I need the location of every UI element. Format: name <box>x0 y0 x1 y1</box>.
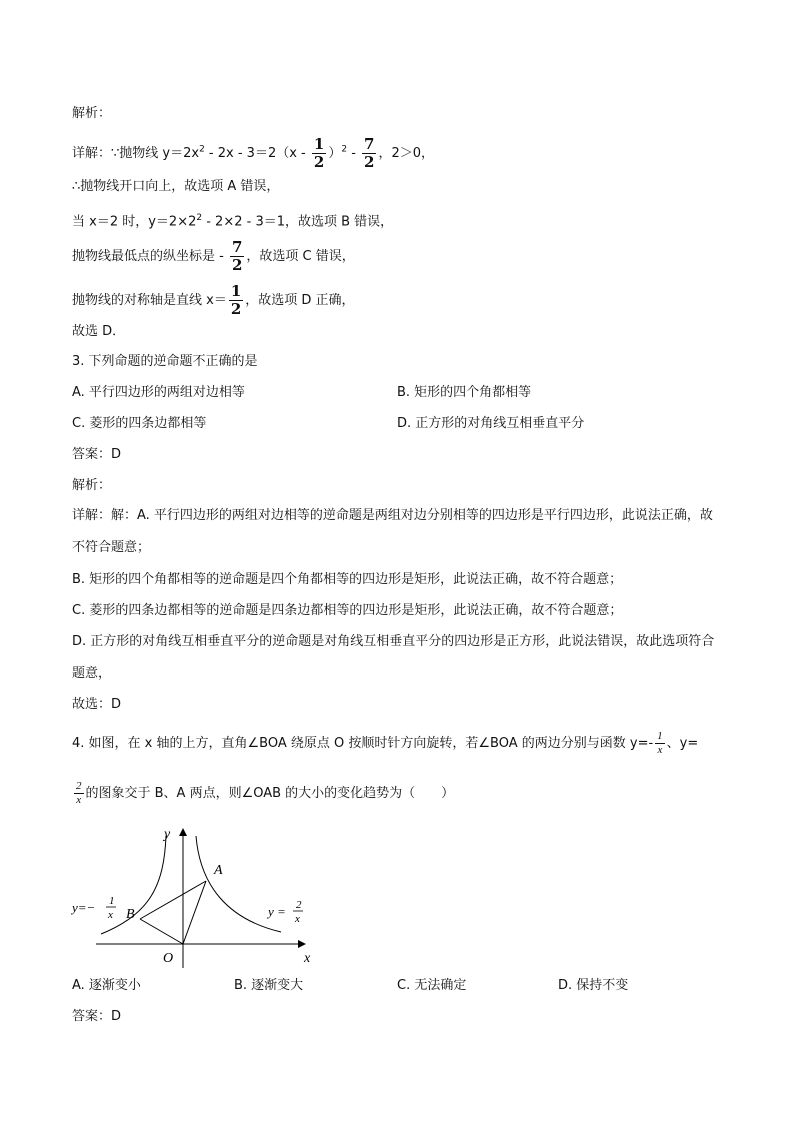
q3-option-d: D. 正方形的对角线互相垂直平分 <box>397 416 585 431</box>
q3-choice: 故选：D <box>72 697 122 712</box>
square-exponent: 2 <box>199 144 205 155</box>
q3-answer: 答案：D <box>72 447 122 462</box>
detail-mid3: - <box>347 146 361 161</box>
y-axis-label: y <box>164 827 171 842</box>
q3-option-b: B. 矩形的四个角都相等 <box>397 385 532 400</box>
q3-analysis-label: 解析： <box>72 478 112 493</box>
fraction-one-half: $\frac{1}{2}$ <box>313 135 325 171</box>
segment-oa <box>183 881 206 944</box>
fraction-one-half-d: $\frac{1}{2}$ <box>230 282 242 318</box>
q3-detail-3: C. 菱形的四条边都相等的逆命题是四条边都相等的四边形是矩形，此说法正确，故不符合题意； <box>72 603 623 618</box>
question-3-stem: 3. 下列命题的逆命题不正确的是 <box>72 354 258 369</box>
x-axis-arrow <box>298 940 306 948</box>
fraction-1-over-x: $\frac{1}{x}$ <box>657 730 663 756</box>
q4-option-a: A. 逐渐变小 <box>72 978 141 993</box>
q3-option-c: C. 菱形的四条边都相等 <box>72 416 207 431</box>
question-4-stem-line1: 4. 如图，在 x 轴的上方，直角∠BOA 绕原点 O 按顺时针方向旋转，若∠BOA 的两边分别与函数 y=- $\frac{1}{x}$ 、y= <box>72 730 699 756</box>
q4-option-b: B. 逐渐变大 <box>234 978 304 993</box>
square-exponent-2: 2 <box>341 144 348 155</box>
segment-ob <box>140 919 183 944</box>
q4-option-c: C. 无法确定 <box>397 978 467 993</box>
right-curve-label: y = <box>268 904 286 919</box>
left-curve-num: 1 <box>109 895 115 907</box>
q3-detail-4: D. 正方形的对角线互相垂直平分的逆命题是对角线互相垂直平分的四边形是正方形，此说法错误，故此选项符合题意， <box>72 634 715 681</box>
fraction-seven-halves-c: $\frac{7}{2}$ <box>231 238 243 274</box>
question-4-stem-line2: $\frac{2}{x}$ 的图象交于 B、A 两点，则∠OAB 的大小的变化趋势为（ ） <box>76 780 455 806</box>
line-option-b: 当 x＝2 时，$y=2\times 2^2 - 2\times 2 - 3=1$，故选项 B 错误， <box>72 213 394 230</box>
q4-answer: 答案：D <box>72 1009 122 1024</box>
hyperbola-figure <box>66 824 316 970</box>
point-b-label: B <box>126 907 135 922</box>
line-option-d: 抛物线的对称轴是直线 x＝ $\frac{1}{2}$ ，故选项 D 正确， <box>72 282 355 318</box>
right-curve-num: 2 <box>296 899 302 911</box>
line-option-c: 抛物线最低点的纵坐标是 - $\frac{7}{2}$ ，故选项 C 错误， <box>72 238 355 274</box>
detail-line-parabola <box>72 136 434 171</box>
detail-prefix: 详解：∵抛物线 y＝2x <box>72 146 200 161</box>
choice-2: 故选 D． <box>72 324 126 339</box>
q3-option-a: A. 平行四边形的两组对边相等 <box>72 385 245 400</box>
q3-detail-1: 详解：解：A. 平行四边形的两组对边相等的逆命题是两组对边分别相等的四边形是平行四边形，此说法正确，故不符合题意； <box>72 508 713 555</box>
fraction-2-over-x: $\frac{2}{x}$ <box>76 780 82 806</box>
left-curve-label: y=− <box>72 900 96 915</box>
x-axis-label: x <box>304 951 311 966</box>
point-a-label: A <box>214 863 223 878</box>
detail-mid: - 2x - 3＝2（x - <box>204 146 310 161</box>
analysis-label-2: 解析： <box>72 106 112 121</box>
line-option-a: ∴抛物线开口向上，故选项 A 错误， <box>72 179 280 194</box>
segment-ab <box>140 881 206 919</box>
left-curve-den: x <box>108 909 113 921</box>
right-curve-den: x <box>295 913 300 925</box>
fraction-seven-halves: $\frac{7}{2}$ <box>364 135 375 171</box>
y-axis-arrow <box>179 828 187 836</box>
detail-mid2: ） <box>328 146 342 161</box>
detail-tail: ，2＞0， <box>378 146 435 161</box>
q4-option-d: D. 保持不变 <box>558 978 629 993</box>
origin-label: O <box>163 951 174 966</box>
q3-detail-2: B. 矩形的四个角都相等的逆命题是四个角都相等的四边形是矩形，此说法正确，故不符合题意； <box>72 572 623 587</box>
